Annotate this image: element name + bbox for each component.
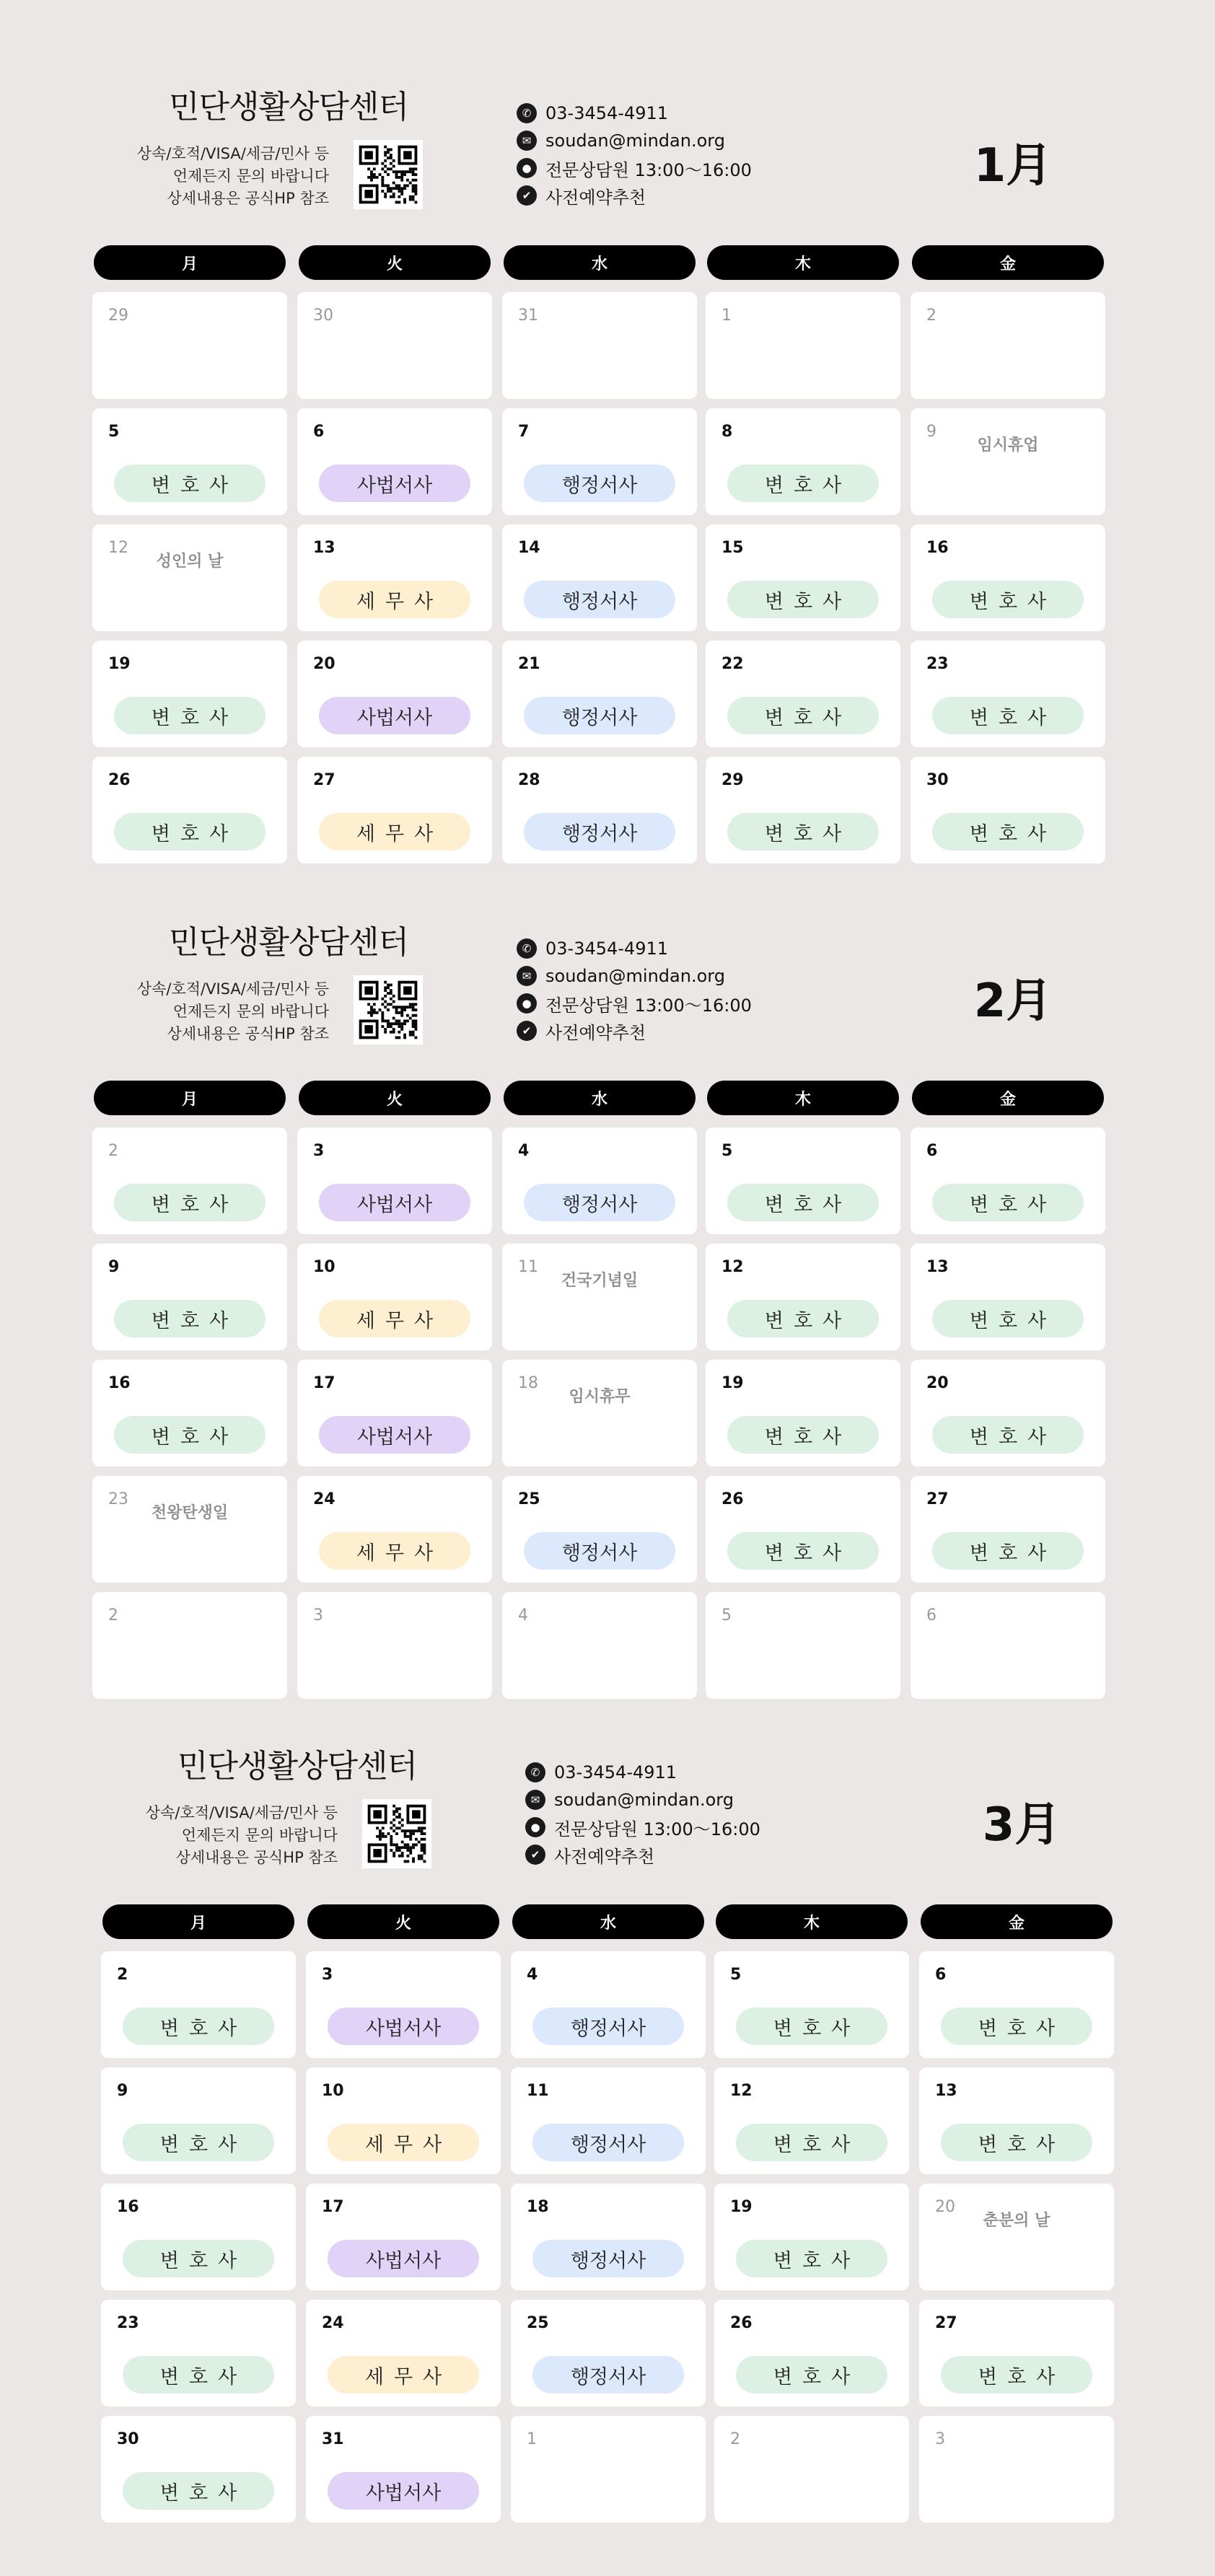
consultant-badge-judicial: 사법서사 [328,2240,479,2277]
day-number: 9 [117,2082,128,2100]
day-number: 3 [313,1142,325,1160]
day-cell [714,2067,909,2174]
consultant-badge-lawyer: 변호사 [932,1532,1084,1570]
contact-staff [525,1814,857,1841]
day-cell [706,1127,900,1234]
consultant-badge-lawyer: 변호사 [727,1532,879,1570]
consultant-badge-lawyer: 변호사 [114,697,266,734]
day-cell [92,1360,287,1467]
consultant-badge-tax: 세무사 [328,2356,479,2393]
weekday-header: 火 [299,245,491,280]
description-line: 언제든지 문의 바랍니다 [181,1827,338,1844]
day-number: 30 [926,771,949,789]
consultant-badge-tax: 세무사 [328,2124,479,2161]
day-cell [511,2184,706,2290]
day-cell [502,524,697,631]
day-cell [92,292,287,399]
day-cell [297,292,492,399]
day-cell [706,292,900,399]
weekday-header: 金 [912,1081,1104,1115]
day-cell [101,1951,296,2058]
month-label: 2月 [973,975,1053,1028]
day-number: 31 [322,2430,344,2448]
contact-phone [517,100,848,127]
contact-email-text: soudan@mindan.org [545,131,725,151]
consultant-badge-lawyer: 변호사 [114,465,266,502]
day-number: 16 [117,2198,139,2216]
consultant-badge-lawyer: 변호사 [932,1184,1084,1221]
person-icon: ● [517,158,537,178]
day-number: 9 [108,1258,120,1276]
day-cell [502,757,697,863]
day-number: 4 [527,1966,538,1984]
day-cell [92,1476,287,1583]
description-line: 상속/호적/VISA/세금/민사 등 [136,145,329,162]
day-number: 13 [926,1258,949,1276]
contact-staff-text: 전문상담원 13:00～16:00 [545,159,752,180]
day-cell [92,641,287,747]
consultant-badge-admin: 행정서사 [524,465,675,502]
holiday-note: 천왕탄생일 [151,1504,229,1522]
day-cell [911,292,1105,399]
phone-icon: ✆ [517,103,537,123]
consultant-badge-lawyer: 변호사 [932,697,1084,734]
day-number: 13 [935,2082,957,2100]
contact-email [517,127,848,154]
day-cell [911,641,1105,747]
qr-code [354,975,423,1045]
phone-icon: ✆ [525,1762,545,1782]
center-title: 민단생활상담센터 [177,1748,418,1785]
day-number: 15 [721,539,744,557]
contact-email [517,962,848,990]
contact-email-text: soudan@mindan.org [554,1790,734,1810]
day-cell [297,1127,492,1234]
day-cell [101,2067,296,2174]
day-cell [502,1592,697,1699]
weekday-header: 水 [512,1904,704,1939]
consultant-badge-admin: 행정서사 [524,697,675,734]
month-block-3 [0,1724,1215,2568]
day-number: 11 [527,2082,549,2100]
description-line: 상세내용은 공식HP 참조 [167,190,329,207]
day-number: 19 [721,1374,744,1392]
day-cell [101,2184,296,2290]
consultant-badge-admin: 행정서사 [524,1532,675,1570]
day-cell [714,2300,909,2406]
day-cell [306,2416,501,2523]
day-number: 16 [926,539,949,557]
day-cell [306,1951,501,2058]
consultant-badge-lawyer: 변호사 [727,581,879,618]
day-number: 28 [518,771,540,789]
day-number: 3 [313,1606,323,1625]
day-cell [297,641,492,747]
holiday-note: 성인의 날 [156,553,224,571]
day-cell [297,1360,492,1467]
day-number: 19 [730,2198,753,2216]
description [63,1802,338,1869]
day-cell [306,2184,501,2290]
day-number: 30 [313,307,333,325]
day-number: 24 [322,2314,344,2332]
holiday-note: 임시휴업 [977,436,1039,454]
day-cell [502,408,697,515]
day-cell [297,1592,492,1699]
weekday-header: 水 [504,1081,696,1115]
day-number: 5 [721,1606,732,1625]
description-line: 상속/호적/VISA/세금/민사 등 [136,980,329,998]
day-number: 13 [313,539,335,557]
consultant-badge-tax: 세무사 [319,1300,470,1337]
weekday-header: 月 [94,1081,286,1115]
description-line: 언제든지 문의 바랍니다 [172,167,329,185]
consultant-badge-admin: 행정서사 [524,1184,675,1221]
contact-info [517,935,848,1045]
contact-phone [525,1759,857,1786]
consultant-badge-lawyer: 변호사 [114,813,266,850]
consultant-badge-lawyer: 변호사 [727,1184,879,1221]
weekday-header: 金 [912,245,1104,280]
day-cell [911,1127,1105,1234]
consultant-badge-lawyer: 변호사 [932,1416,1084,1454]
qr-code-image [354,140,423,209]
consultant-badge-lawyer: 변호사 [114,1300,266,1337]
day-cell [101,2416,296,2523]
qr-code-image [362,1799,431,1868]
weekday-header: 火 [307,1904,499,1939]
day-cell [919,2067,1114,2174]
consultant-badge-lawyer: 변호사 [123,2008,274,2045]
contact-staff-text: 전문상담원 13:00～16:00 [545,995,752,1016]
day-number: 25 [518,1490,540,1508]
weekday-header: 月 [102,1904,294,1939]
consultant-badge-judicial: 사법서사 [319,1184,470,1221]
day-cell [502,292,697,399]
consultant-badge-lawyer: 변호사 [941,2008,1092,2045]
person-icon: ● [517,993,537,1014]
contact-reservation [525,1841,857,1868]
day-number: 10 [313,1258,335,1276]
contact-email-text: soudan@mindan.org [545,966,725,986]
consultant-badge-lawyer: 변호사 [123,2472,274,2510]
calendar-check-icon: ✔ [517,185,537,206]
month-label: 3月 [982,1798,1061,1852]
month-block-2 [0,900,1215,1744]
consultant-badge-lawyer: 변호사 [727,697,879,734]
day-cell [706,1244,900,1350]
contact-phone-text: 03-3454-4911 [545,938,669,959]
consultant-badge-lawyer: 변호사 [727,465,879,502]
day-number: 26 [721,1490,744,1508]
day-cell [306,2067,501,2174]
calendar-check-icon: ✔ [525,1845,545,1865]
day-cell [706,641,900,747]
consultant-badge-judicial: 사법서사 [328,2008,479,2045]
day-number: 31 [518,307,538,325]
day-cell [297,524,492,631]
consultant-badge-admin: 행정서사 [524,581,675,618]
day-number: 12 [721,1258,744,1276]
consultant-badge-lawyer: 변호사 [727,813,879,850]
day-number: 2 [108,1606,118,1625]
day-cell [297,757,492,863]
qr-code [362,1799,431,1868]
day-number: 22 [721,655,744,673]
center-title: 민단생활상담센터 [168,924,409,961]
weekday-header: 月 [94,245,286,280]
description-line: 언제든지 문의 바랍니다 [172,1003,329,1020]
consultant-badge-lawyer: 변호사 [941,2356,1092,2393]
contact-email [525,1786,857,1814]
day-cell [911,1592,1105,1699]
consultant-badge-lawyer: 변호사 [727,1416,879,1454]
day-number: 26 [730,2314,753,2332]
consultant-badge-lawyer: 변호사 [941,2124,1092,2161]
day-number: 12 [730,2082,753,2100]
mail-icon: ✉ [517,131,537,151]
consultant-badge-tax: 세무사 [319,581,470,618]
description [55,143,329,210]
day-number: 2 [926,307,937,325]
day-cell [706,1476,900,1583]
day-number: 29 [108,307,128,325]
contact-staff [517,990,848,1017]
day-cell [911,1476,1105,1583]
day-cell [911,1360,1105,1467]
day-number: 10 [322,2082,344,2100]
day-number: 27 [313,771,335,789]
mail-icon: ✉ [517,966,537,986]
day-number: 27 [935,2314,957,2332]
contact-reservation-text: 사전예약추천 [545,187,646,208]
day-number: 20 [926,1374,949,1392]
day-cell [706,1360,900,1467]
day-number: 27 [926,1490,949,1508]
day-number: 4 [518,1142,530,1160]
weekday-header: 金 [921,1904,1113,1939]
description-line: 상세내용은 공식HP 참조 [167,1025,329,1042]
contact-staff-text: 전문상담원 13:00～16:00 [554,1819,760,1839]
day-number: 7 [518,423,530,441]
day-cell [511,1951,706,2058]
day-cell [101,2300,296,2406]
consultant-badge-lawyer: 변호사 [114,1184,266,1221]
day-number: 20 [935,2198,955,2216]
calendar-check-icon: ✔ [517,1021,537,1041]
contact-info [517,100,848,209]
contact-reservation [517,182,848,209]
day-number: 5 [721,1142,733,1160]
day-number: 6 [926,1606,937,1625]
contact-reservation-text: 사전예약추천 [545,1022,646,1043]
weekday-header: 水 [504,245,696,280]
day-number: 20 [313,655,335,673]
day-cell [92,1244,287,1350]
day-number: 2 [730,2430,740,2448]
day-cell [714,2416,909,2523]
day-cell [502,1360,697,1467]
day-cell [297,408,492,515]
consultant-badge-admin: 행정서사 [532,2356,684,2393]
day-cell [911,408,1105,515]
day-cell [714,1951,909,2058]
consultant-badge-lawyer: 변호사 [736,2124,887,2161]
description-line: 상세내용은 공식HP 참조 [175,1849,338,1866]
consultant-badge-judicial: 사법서사 [319,697,470,734]
weekday-header: 火 [299,1081,491,1115]
day-number: 2 [108,1142,118,1160]
day-number: 12 [108,539,128,557]
day-number: 21 [518,655,540,673]
consultant-badge-lawyer: 변호사 [114,1416,266,1454]
day-cell [911,524,1105,631]
day-cell [502,641,697,747]
month-label: 1月 [973,139,1053,193]
phone-icon: ✆ [517,938,537,959]
day-cell [92,1127,287,1234]
day-number: 19 [108,655,131,673]
day-number: 8 [721,423,733,441]
day-number: 17 [313,1374,335,1392]
day-cell [92,408,287,515]
day-number: 9 [926,423,937,441]
day-cell [919,2416,1114,2523]
description [55,978,329,1045]
weekday-header: 木 [707,245,899,280]
day-cell [911,1244,1105,1350]
day-number: 30 [117,2430,139,2448]
weekday-header: 木 [716,1904,908,1939]
day-cell [919,1951,1114,2058]
consultant-badge-lawyer: 변호사 [123,2240,274,2277]
day-number: 23 [926,655,949,673]
day-cell [706,524,900,631]
day-cell [92,757,287,863]
consultant-badge-judicial: 사법서사 [319,1416,470,1454]
day-cell [714,2184,909,2290]
consultant-badge-lawyer: 변호사 [736,2356,887,2393]
person-icon: ● [525,1817,545,1837]
description-line: 상속/호적/VISA/세금/민사 등 [145,1804,338,1821]
contact-reservation-text: 사전예약추천 [554,1846,655,1867]
day-cell [511,2416,706,2523]
day-number: 4 [518,1606,528,1625]
qr-code-image [354,975,423,1045]
consultant-badge-lawyer: 변호사 [123,2356,274,2393]
consultant-badge-admin: 행정서사 [532,2124,684,2161]
month-block-1 [0,65,1215,909]
consultant-badge-lawyer: 변호사 [932,813,1084,850]
day-number: 6 [313,423,325,441]
holiday-note: 춘분의 날 [983,2212,1050,2230]
day-number: 17 [322,2198,344,2216]
day-number: 23 [117,2314,139,2332]
consultant-badge-lawyer: 변호사 [932,581,1084,618]
day-number: 16 [108,1374,131,1392]
weekday-header: 木 [707,1081,899,1115]
consultant-badge-tax: 세무사 [319,1532,470,1570]
day-cell [511,2300,706,2406]
consultant-badge-judicial: 사법서사 [319,465,470,502]
day-cell [706,1592,900,1699]
day-cell [706,408,900,515]
day-cell [297,1476,492,1583]
day-cell [911,757,1105,863]
consultant-badge-lawyer: 변호사 [123,2124,274,2161]
day-number: 3 [322,1966,333,1984]
day-cell [706,757,900,863]
day-cell [92,1592,287,1699]
consultant-badge-tax: 세무사 [319,813,470,850]
contact-phone [517,935,848,962]
day-number: 25 [527,2314,549,2332]
consultant-badge-lawyer: 변호사 [727,1300,879,1337]
day-cell [502,1127,697,1234]
consultant-badge-admin: 행정서사 [532,2008,684,2045]
day-number: 23 [108,1490,128,1508]
day-number: 29 [721,771,744,789]
day-cell [502,1244,697,1350]
holiday-note: 건국기념일 [561,1272,639,1290]
contact-staff [517,154,848,182]
consultant-badge-admin: 행정서사 [532,2240,684,2277]
day-number: 2 [117,1966,128,1984]
day-number: 24 [313,1490,335,1508]
consultant-badge-judicial: 사법서사 [328,2472,479,2510]
contact-phone-text: 03-3454-4911 [554,1762,677,1782]
consultant-badge-admin: 행정서사 [524,813,675,850]
day-number: 14 [518,539,540,557]
mail-icon: ✉ [525,1790,545,1810]
day-number: 18 [527,2198,549,2216]
holiday-note: 임시휴무 [569,1388,631,1406]
day-cell [92,524,287,631]
day-number: 11 [518,1258,538,1276]
day-number: 5 [730,1966,742,1984]
day-cell [502,1476,697,1583]
day-number: 6 [926,1142,938,1160]
contact-reservation [517,1017,848,1045]
day-number: 5 [108,423,120,441]
consultant-badge-lawyer: 변호사 [736,2008,887,2045]
day-cell [306,2300,501,2406]
day-cell [297,1244,492,1350]
center-title: 민단생활상담센터 [168,89,409,126]
day-number: 1 [721,307,732,325]
day-cell [919,2184,1114,2290]
contact-phone-text: 03-3454-4911 [545,103,669,123]
consultant-badge-lawyer: 변호사 [736,2240,887,2277]
day-number: 26 [108,771,131,789]
day-cell [919,2300,1114,2406]
day-number: 1 [527,2430,537,2448]
day-number: 3 [935,2430,945,2448]
qr-code [354,140,423,209]
day-cell [511,2067,706,2174]
day-number: 18 [518,1374,538,1392]
consultant-badge-lawyer: 변호사 [932,1300,1084,1337]
contact-info [525,1759,857,1868]
day-number: 6 [935,1966,947,1984]
